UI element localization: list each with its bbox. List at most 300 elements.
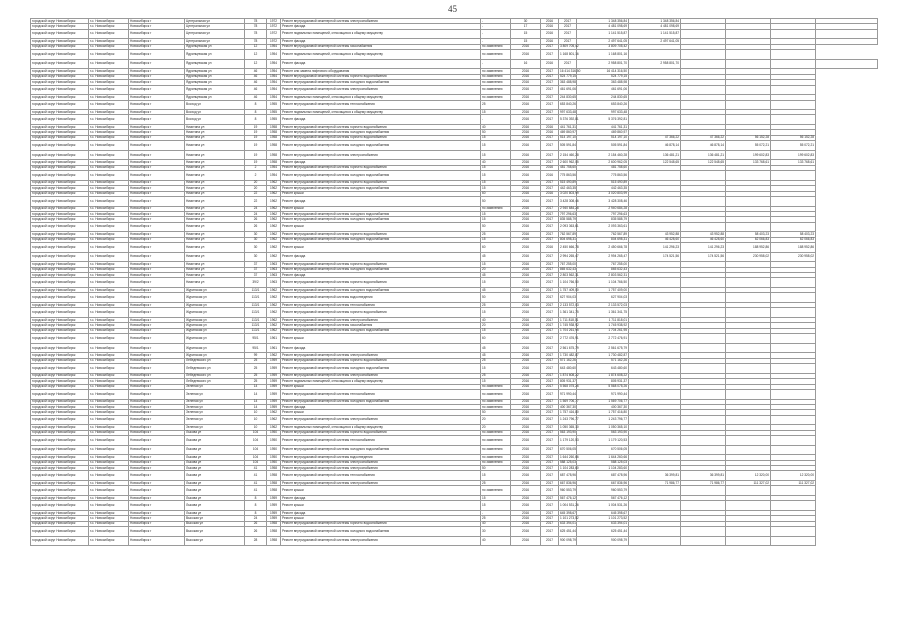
table-cell [726, 501, 771, 511]
table-cell: 15 [481, 211, 511, 216]
table-cell: по заявлению [481, 44, 511, 49]
table-cell: 2016 [511, 303, 541, 308]
table-cell: Новосибирск г [129, 80, 185, 85]
table-cell: 2016 [511, 466, 541, 471]
table-cell: городской округ Новосибирск [31, 115, 89, 125]
table-cell [629, 389, 681, 399]
table-cell: 30 [245, 243, 267, 253]
table-cell [629, 100, 681, 110]
table-cell: Ремонт внутридомовой инженерной системы холодного водоснабжения [281, 171, 481, 181]
table-cell: 25 [481, 100, 511, 110]
table-cell [681, 293, 726, 303]
table-cell: 633 394,01 [560, 521, 576, 526]
table-cell: Ремонт внутридомовой инженерной системы теплоснабжения [281, 100, 481, 110]
table-cell: 900 098,79 [559, 536, 577, 546]
table-cell: 1950 [267, 460, 281, 465]
table-cell: Новосибирск г [129, 373, 185, 378]
table-cell: 122 548,65 [681, 160, 726, 165]
table-cell: Журинская ул [185, 343, 245, 353]
table-cell: городской округ Новосибирск [31, 191, 89, 196]
table-cell: 2 154 460,28 [577, 150, 629, 160]
table-cell: г.о. Новосибирск [89, 50, 129, 60]
table-cell: Лыкова ул [185, 496, 245, 501]
table-cell: городской округ Новосибирск [31, 44, 89, 49]
table-cell: 1 141 515,87 [629, 29, 681, 39]
table-cell: 1958 [267, 536, 281, 546]
table-cell: 1963 [267, 273, 281, 278]
table-cell [681, 100, 726, 110]
table-cell: 1 711 818,01 [560, 317, 579, 322]
table-cell: 505 591,84 [577, 141, 629, 151]
table-cell: 2017 [541, 334, 559, 344]
table-cell: 55 072,21 [726, 141, 771, 151]
table-cell: городской округ Новосибирск [31, 59, 89, 69]
table-cell: 25 [481, 516, 511, 521]
table-cell: 2017 [541, 364, 559, 374]
table-cell: 1959 [267, 384, 281, 389]
table-cell: 2 093 363,61 [559, 222, 577, 232]
table-cell: городской округ Новосибирск [31, 303, 89, 308]
table-cell: 2016 [511, 222, 541, 232]
table-cell: 2 [245, 165, 267, 170]
table-cell: Ремонт внутридомовой инженерной системы теплоснабжения [281, 389, 481, 399]
table-cell: 767 255,00 [577, 262, 629, 267]
table-cell: Новосибирск г [129, 141, 185, 151]
table-cell [681, 527, 726, 537]
table-cell: 5 376 392,81 [577, 115, 629, 125]
table-cell: 41 [245, 486, 267, 496]
table-cell: 2016 [511, 353, 541, 358]
table-cell: 2017 [541, 135, 559, 140]
table-cell: городской округ Новосибирск [31, 100, 89, 110]
table-cell: 2016 [511, 436, 541, 446]
table-cell: 2016 [511, 44, 541, 49]
table-cell: Ремонт крыши [281, 334, 481, 344]
table-cell: 1958 [267, 125, 281, 130]
table-cell [771, 536, 816, 546]
table-cell: 41 [245, 466, 267, 471]
table-cell: Ремонт крыши [281, 410, 481, 415]
table-cell: 1958 [267, 135, 281, 140]
table-row [31, 196, 878, 206]
table-cell: городской округ Новосибирск [31, 160, 89, 165]
table-cell: 1 168 801,16 [577, 50, 629, 60]
table-cell: Лебедевского ул [185, 373, 245, 378]
table-cell: г.о. Новосибирск [89, 425, 129, 430]
table-cell: 2017 [541, 232, 559, 237]
table-cell: городской округ Новосибирск [31, 466, 89, 471]
table-cell: 10 [245, 425, 267, 430]
table-cell: г.о. Новосибирск [89, 180, 129, 185]
table-cell: 15 [481, 278, 511, 288]
table-cell: Ремонт внутридомовой инженерной системы водоотведения [281, 455, 481, 460]
table-cell: 1962 [267, 328, 281, 333]
table-cell: Ремонт крыши [281, 206, 481, 211]
table-cell: Новосибирск г [129, 481, 185, 486]
table-cell: 5 568 075,26 [560, 384, 579, 389]
table-cell [629, 486, 681, 496]
table-cell: 2016 [511, 100, 541, 110]
table-cell: 1 757 416,80 [560, 409, 579, 414]
table-row [31, 278, 878, 288]
table-cell: 141 296,23 [681, 243, 726, 253]
table-cell: 2017 [541, 536, 559, 546]
table-cell: 1958 [267, 527, 281, 537]
table-cell: Новосибирск г [129, 334, 185, 344]
table-cell: 15 [481, 110, 511, 115]
table-cell: 1958 [267, 521, 281, 526]
table-cell: 5 568 075,26 [577, 384, 629, 389]
table-row [31, 141, 878, 151]
table-cell: по заявлению [481, 389, 511, 399]
table-cell: 1 745 938,92 [560, 323, 579, 328]
table-cell: 71 986,77 [681, 481, 726, 486]
table-cell: 2016 [511, 110, 541, 115]
table-cell: Новосибирск г [129, 222, 185, 232]
table-cell: 2016 [541, 24, 559, 29]
table-cell: 24 [245, 206, 267, 211]
table-cell: 2017 [559, 29, 577, 39]
table-cell: 2016 [511, 160, 541, 165]
table-cell: Ремонт крыши [281, 501, 481, 511]
table-cell: 2016 [511, 323, 541, 328]
table-cell: г.о. Новосибирск [89, 160, 129, 165]
table-cell: 4 481 098,69 [629, 24, 681, 29]
table-cell: Ремонт внутридомовой инженерной системы холодного водоснабжения [281, 328, 481, 333]
table-cell: 22 [245, 191, 267, 196]
table-cell: 16 414 316,50 [577, 69, 629, 74]
table-cell: 775 863,56 [559, 171, 577, 181]
table-cell: 230 958,02 [726, 252, 771, 262]
table-cell: Новосибирск г [129, 243, 185, 253]
table-cell: г.о. Новосибирск [89, 527, 129, 537]
table-cell: 40 [481, 318, 511, 323]
table-cell: 2016 [511, 69, 541, 74]
table-cell: 971 990,44 [577, 389, 629, 399]
table-cell: г.о. Новосибирск [89, 267, 129, 272]
table-cell: Лебедевского ул [185, 364, 245, 374]
table-cell: 2016 [511, 180, 541, 185]
table-cell: 797 296,63 [577, 211, 629, 216]
table-cell: Ремонт внутридомовой инженерной системы газоснабжения [281, 44, 481, 49]
table-cell: Новосибирск г [129, 328, 185, 333]
table-cell: 20 [481, 323, 511, 328]
table-cell: 2016 [511, 237, 541, 242]
table-cell: Новосибирск г [129, 110, 185, 115]
table-cell: 461 691,06 [577, 85, 629, 95]
table-cell: 1962 [267, 243, 281, 253]
table-cell: городской округ Новосибирск [31, 410, 89, 415]
table-cell: 37 [245, 262, 267, 267]
table-cell: Новосибирск г [129, 323, 185, 328]
table-cell: 1962 [267, 211, 281, 216]
table-cell [681, 308, 726, 318]
table-cell: 2017 [541, 252, 559, 262]
table-cell: 1 711 818,01 [577, 318, 629, 323]
table-cell: 25 [245, 379, 267, 384]
table-cell: 2016 [511, 358, 541, 363]
table-cell: по заявлению [481, 436, 511, 446]
table-cell: 1962 [267, 293, 281, 303]
table-cell: г.о. Новосибирск [89, 379, 129, 384]
table-cell: городской округ Новосибирск [31, 217, 89, 222]
table-cell: 1962 [267, 425, 281, 430]
table-cell: г.о. Новосибирск [89, 217, 129, 222]
table-cell: 1959 [267, 496, 281, 501]
table-cell: 900 098,79 [577, 536, 629, 546]
table-cell: городской округ Новосибирск [31, 318, 89, 323]
table-cell: 514 197,10 [577, 135, 629, 140]
table-cell: 14 [245, 384, 267, 389]
table-cell: 15 [511, 39, 541, 44]
table-cell: Зеленая ул [185, 415, 245, 425]
table-cell: Ремонт внутридомовой инженерной системы холодного водоснабжения [281, 130, 481, 135]
table-cell: 199 602,83 [771, 150, 816, 160]
table-cell: Новосибирск г [129, 39, 185, 44]
table-cell: Ремонт крыши [281, 486, 481, 496]
table-cell: Никитина ул [185, 171, 245, 181]
table-cell: городской округ Новосибирск [31, 171, 89, 181]
table-cell: 2017 [541, 308, 559, 318]
table-cell: по заявлению [481, 399, 511, 404]
table-cell: городской округ Новосибирск [31, 110, 89, 115]
table-cell: 2016 [511, 471, 541, 481]
table-cell: Высокая ул [185, 516, 245, 521]
table-cell: г.о. Новосибирск [89, 222, 129, 232]
table-cell: 15 [481, 379, 511, 384]
table-cell [629, 308, 681, 318]
table-cell: Ремонт внутридомовой инженерной системы электроснабжения [281, 373, 481, 378]
table-cell: Восход ул [185, 100, 245, 110]
table-cell: городской округ Новосибирск [31, 455, 89, 460]
table-cell: 50 [481, 293, 511, 303]
table-cell: 1972 [267, 39, 281, 44]
table-cell: городской округ Новосибирск [31, 180, 89, 185]
table-cell: 3 428 308,46 [559, 196, 577, 206]
table-cell: Ремонт фасада [281, 59, 481, 69]
table-cell: г.о. Новосибирск [89, 74, 129, 79]
table-cell: Новосибирск г [129, 171, 185, 181]
table-cell: 1961 [267, 334, 281, 344]
table-cell: 2017 [541, 303, 559, 308]
table-row [31, 501, 878, 511]
table-cell: Ремонт внутридомовой инженерной системы горячего водоснабжения [281, 135, 481, 140]
table-cell: 2017 [541, 267, 559, 272]
table-cell: г.о. Новосибирск [89, 415, 129, 425]
table-cell: г.о. Новосибирск [89, 130, 129, 135]
table-cell: Лебедевского ул [185, 379, 245, 384]
table-cell: 1950 [267, 455, 281, 460]
table-cell: 2017 [541, 511, 559, 516]
table-cell: 625 451,44 [577, 527, 629, 537]
table-cell: 60 [481, 191, 511, 196]
table-cell: городской округ Новосибирск [31, 527, 89, 537]
table-cell: 1959 [267, 516, 281, 521]
table-cell: Лебедевского ул [185, 358, 245, 363]
table-cell: 2016 [511, 373, 541, 378]
table-cell: городской округ Новосибирск [31, 267, 89, 272]
table-cell: городской округ Новосибирск [31, 521, 89, 526]
table-cell: 441 761,31 [577, 125, 629, 130]
table-cell: 469 860,97 [577, 130, 629, 135]
table-cell: 1 730 482,87 [560, 353, 579, 357]
table-cell: 104 [245, 455, 267, 460]
table-cell: 1972 [267, 24, 281, 29]
table-cell: 26 [245, 217, 267, 222]
table-cell [726, 343, 771, 353]
table-cell: 2017 [541, 278, 559, 288]
table-cell: 571 162,26 [577, 358, 629, 363]
table-cell: г.о. Новосибирск [89, 353, 129, 358]
table-cell: г.о. Новосибирск [89, 384, 129, 389]
table-cell: Ремонт внутридомовой инженерной системы холодного водоснабжения [281, 364, 481, 374]
table-cell: Новосибирск г [129, 186, 185, 191]
table-cell: 2016 [511, 481, 541, 486]
table-cell: 113/1 [245, 318, 267, 323]
table-cell: 3 020 803,99 [560, 191, 579, 196]
table-cell: 2016 [511, 196, 541, 206]
table-cell [726, 308, 771, 318]
table-cell [629, 527, 681, 537]
table-cell: городской округ Новосибирск [31, 24, 89, 29]
table-cell: 1962 [267, 191, 281, 196]
table-cell: Никитина ул [185, 262, 245, 267]
table-cell: 15 [481, 180, 511, 185]
table-cell: 515 490,89 [560, 180, 576, 185]
table-cell: г.о. Новосибирск [89, 293, 129, 303]
table-cell: 2017 [541, 50, 559, 60]
table-cell: Никитина ул [185, 243, 245, 253]
table-cell: 1959 [267, 389, 281, 399]
table-cell: 15 [481, 364, 511, 374]
table-cell: городской округ Новосибирск [31, 196, 89, 206]
table-cell: 2016 [511, 527, 541, 537]
table-cell: 47 366,22 [681, 135, 726, 140]
table-cell: Центральная ул [185, 29, 245, 39]
table-cell: Новосибирск г [129, 318, 185, 323]
table-cell: 2016 [511, 125, 541, 130]
table-cell: Новосибирск г [129, 308, 185, 318]
table-cell: 136 481,21 [681, 150, 726, 160]
table-cell: 133 768,61 [771, 160, 816, 165]
table-cell: Новосибирск г [129, 74, 185, 79]
table-cell: 1962 [267, 410, 281, 415]
table-cell [771, 415, 816, 425]
table-cell: 136 481,21 [629, 150, 681, 160]
table-cell: 111 327,02 [726, 481, 771, 486]
table-cell: 1 644 260,66 [577, 455, 629, 460]
table-cell: Ремонт фасада [281, 196, 481, 206]
table-cell: Новосибирск г [129, 425, 185, 430]
table-cell: 30 [481, 527, 511, 537]
table-cell: городской округ Новосибирск [31, 288, 89, 293]
table-cell: Ремонт внутридомовой инженерной системы электроснабжения [281, 466, 481, 471]
table-cell: г.о. Новосибирск [89, 410, 129, 415]
table-cell: Новосибирск г [129, 24, 185, 29]
table-cell: 37 [245, 267, 267, 272]
table-cell [681, 115, 726, 125]
table-cell: Новосибирск г [129, 379, 185, 384]
table-cell: г.о. Новосибирск [89, 95, 129, 100]
table-cell: городской округ Новосибирск [31, 430, 89, 435]
table-cell: Ремонт фасада [281, 511, 481, 516]
table-cell: 1958 [267, 466, 281, 471]
table-cell: 230 958,02 [771, 252, 816, 262]
table-cell: Ремонт внутридомовой инженерной системы холодного водоснабжения [281, 527, 481, 537]
table-cell: 17 [511, 24, 541, 29]
table-cell: г.о. Новосибирск [89, 436, 129, 446]
table-cell: 1 101 273,52 [577, 516, 629, 521]
table-cell: 199 602,83 [726, 150, 771, 160]
table-cell: 78 [245, 24, 267, 29]
table-cell: 1 004 531,26 [577, 501, 629, 511]
table-cell: 20 [481, 425, 511, 430]
table-cell [771, 278, 816, 288]
table-cell [629, 334, 681, 344]
table-cell: Ремонт внутридомовой инженерной системы электроснабжения [281, 19, 481, 24]
table-cell [771, 85, 816, 95]
table-cell [726, 85, 771, 95]
table-cell: 60 [481, 334, 511, 344]
table-cell: г.о. Новосибирск [89, 328, 129, 333]
table-cell: 113/1 [245, 323, 267, 328]
table-cell: 2017 [541, 293, 559, 303]
table-cell: Ремонт фасада [281, 24, 481, 29]
table-cell: 50 [481, 130, 511, 135]
table-cell: 71 986,77 [629, 481, 681, 486]
table-cell [771, 389, 816, 399]
table-cell: по заявлению [481, 460, 511, 465]
table-cell: 2017 [541, 237, 559, 242]
table-cell: 16 [511, 59, 541, 69]
table-cell: 2016 [511, 211, 541, 216]
table-cell: 400 367,30 [560, 404, 576, 409]
table-cell: по заявлению [481, 384, 511, 389]
table-row [31, 415, 878, 425]
table-cell: Новосибирск г [129, 44, 185, 49]
table-cell: 2 450 666,78 [559, 243, 577, 253]
table-cell: городской округ Новосибирск [31, 39, 89, 44]
table-cell: городской округ Новосибирск [31, 232, 89, 237]
table-cell: Зеленая ул [185, 425, 245, 430]
table-cell: Ремонт внутридомовой инженерной системы горячего водоснабжения [281, 232, 481, 237]
table-cell: 2017 [541, 150, 559, 160]
table-cell: городской округ Новосибирск [31, 243, 89, 253]
table-cell: 515 490,89 [577, 180, 629, 185]
table-cell [771, 115, 816, 125]
table-cell: Ядринцевская ул [185, 74, 245, 79]
table-cell: 2016 [511, 318, 541, 323]
table-cell: 15 [511, 29, 541, 39]
table-cell: Ремонт внутридомовой инженерной системы холодного водоснабжения [281, 141, 481, 151]
table-cell: г.о. Новосибирск [89, 373, 129, 378]
table-cell [726, 536, 771, 546]
table-cell: 2017 [541, 110, 559, 115]
table-cell: 2016 [511, 293, 541, 303]
table-cell: 653 840,26 [577, 100, 629, 110]
table-cell [771, 486, 816, 496]
table-cell [681, 334, 726, 344]
table-cell: 1954 [267, 80, 281, 85]
table-cell: Ремонт внутридомовой инженерной системы электроснабжения [281, 85, 481, 95]
table-cell [629, 171, 681, 181]
table-cell: 2016 [511, 425, 541, 430]
table-cell: 104 [245, 436, 267, 446]
table-cell: 627 904,03 [577, 293, 629, 303]
table-cell: городской округ Новосибирск [31, 358, 89, 363]
table-cell: - [481, 39, 511, 44]
table-cell: городской округ Новосибирск [31, 323, 89, 328]
